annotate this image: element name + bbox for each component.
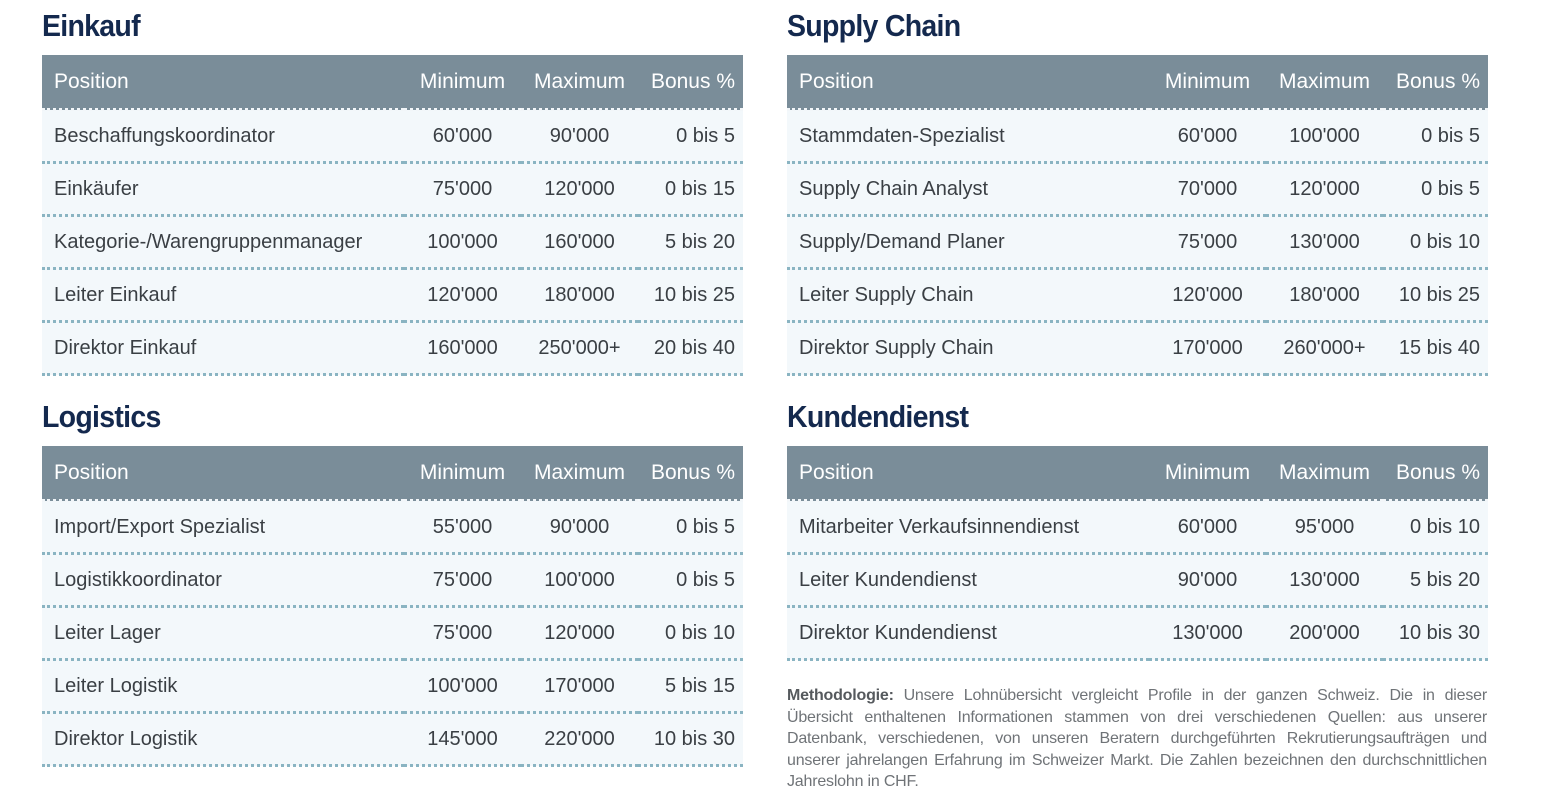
cell-position: Direktor Logistik xyxy=(42,713,404,766)
header-position: Position xyxy=(787,55,1149,110)
cell-maximum: 260'000+ xyxy=(1266,322,1383,375)
cell-minimum: 75'000 xyxy=(404,607,521,660)
table-row xyxy=(787,163,1488,216)
cell-bonus: 0 bis 10 xyxy=(1383,216,1488,269)
header-position: Position xyxy=(42,55,404,110)
cell-minimum: 60'000 xyxy=(1149,110,1266,163)
cell-position: Mitarbeiter Verkaufsinnendienst xyxy=(787,501,1149,554)
header-minimum: Minimum xyxy=(1149,446,1266,501)
cell-position: Direktor Kundendienst xyxy=(787,607,1149,660)
header-maximum: Maximum xyxy=(1266,446,1383,501)
cell-bonus: 0 bis 15 xyxy=(638,163,743,216)
table-row xyxy=(42,216,743,269)
header-bonus: Bonus % xyxy=(638,55,743,110)
cell-minimum: 90'000 xyxy=(1149,554,1266,607)
table-header-row xyxy=(42,55,743,110)
cell-minimum: 75'000 xyxy=(404,554,521,607)
cell-position: Direktor Supply Chain xyxy=(787,322,1149,375)
table-row xyxy=(787,554,1488,607)
cell-bonus: 10 bis 25 xyxy=(1383,269,1488,322)
header-bonus: Bonus % xyxy=(1383,55,1488,110)
salary-table xyxy=(42,446,743,767)
cell-minimum: 145'000 xyxy=(404,713,521,766)
cell-maximum: 250'000+ xyxy=(521,322,638,375)
cell-bonus: 10 bis 30 xyxy=(638,713,743,766)
cell-bonus: 10 bis 30 xyxy=(1383,607,1488,660)
header-minimum: Minimum xyxy=(404,55,521,110)
cell-minimum: 170'000 xyxy=(1149,322,1266,375)
cell-maximum: 90'000 xyxy=(521,110,638,163)
cell-position: Leiter Lager xyxy=(42,607,404,660)
table-row xyxy=(42,660,743,713)
cell-maximum: 100'000 xyxy=(521,554,638,607)
cell-maximum: 170'000 xyxy=(521,660,638,713)
header-bonus: Bonus % xyxy=(1383,446,1488,501)
salary-table xyxy=(787,55,1488,376)
header-position: Position xyxy=(787,446,1149,501)
cell-maximum: 130'000 xyxy=(1266,554,1383,607)
cell-position: Leiter Supply Chain xyxy=(787,269,1149,322)
cell-minimum: 60'000 xyxy=(1149,501,1266,554)
cell-bonus: 15 bis 40 xyxy=(1383,322,1488,375)
cell-bonus: 0 bis 10 xyxy=(638,607,743,660)
logistics-section xyxy=(42,397,743,767)
header-maximum: Maximum xyxy=(521,446,638,501)
table-row xyxy=(787,607,1488,660)
table-row xyxy=(42,501,743,554)
cell-bonus: 10 bis 25 xyxy=(638,269,743,322)
salary-table xyxy=(787,446,1488,661)
cell-maximum: 120'000 xyxy=(521,163,638,216)
cell-position: Supply/Demand Planer xyxy=(787,216,1149,269)
table-row xyxy=(42,322,743,375)
section-title: Kundendienst xyxy=(787,399,969,434)
cell-bonus: 20 bis 40 xyxy=(638,322,743,375)
methodology-text: Unsere Lohnübersicht vergleicht Profile in der ganzen Schweiz. Die in dieser Übersicht enthaltenen Informationen stammen von drei verschiedenen Quellen: aus unserer Datenbank, verschiedenen, von unseren Beratern durchgeführten Rekrutierungsaufträgen und unserer jahrelangen Erfahrung im Schweizer Markt. Die Zahlen bezeichnen den durchschnittlichen Jahreslohn in CHF. xyxy=(787,687,1487,790)
cell-minimum: 75'000 xyxy=(404,163,521,216)
cell-bonus: 5 bis 20 xyxy=(1383,554,1488,607)
header-maximum: Maximum xyxy=(521,55,638,110)
cell-minimum: 160'000 xyxy=(404,322,521,375)
cell-maximum: 120'000 xyxy=(1266,163,1383,216)
cell-position: Stammdaten-Spezialist xyxy=(787,110,1149,163)
table-row xyxy=(787,216,1488,269)
methodology-note xyxy=(787,685,1487,793)
table-header-row xyxy=(787,55,1488,110)
cell-position: Supply Chain Analyst xyxy=(787,163,1149,216)
table-row xyxy=(42,713,743,766)
cell-position: Beschaffungskoordinator xyxy=(42,110,404,163)
cell-position: Leiter Einkauf xyxy=(42,269,404,322)
cell-maximum: 100'000 xyxy=(1266,110,1383,163)
table-row xyxy=(42,554,743,607)
supply-chain-section xyxy=(787,6,1488,376)
cell-minimum: 70'000 xyxy=(1149,163,1266,216)
cell-maximum: 95'000 xyxy=(1266,501,1383,554)
table-row xyxy=(787,501,1488,554)
cell-maximum: 160'000 xyxy=(521,216,638,269)
cell-minimum: 120'000 xyxy=(404,269,521,322)
table-row xyxy=(42,269,743,322)
cell-maximum: 90'000 xyxy=(521,501,638,554)
cell-position: Logistikkoordinator xyxy=(42,554,404,607)
kundendienst-section xyxy=(787,397,1488,661)
cell-bonus: 0 bis 5 xyxy=(1383,110,1488,163)
methodology-label: Methodologie: xyxy=(787,687,894,704)
cell-minimum: 130'000 xyxy=(1149,607,1266,660)
cell-bonus: 0 bis 5 xyxy=(638,501,743,554)
cell-maximum: 130'000 xyxy=(1266,216,1383,269)
cell-position: Leiter Logistik xyxy=(42,660,404,713)
cell-position: Kategorie-/Warengruppenmanager xyxy=(42,216,404,269)
cell-bonus: 0 bis 5 xyxy=(638,554,743,607)
salary-table xyxy=(42,55,743,376)
section-title: Supply Chain xyxy=(787,8,961,43)
cell-maximum: 180'000 xyxy=(1266,269,1383,322)
cell-position: Direktor Einkauf xyxy=(42,322,404,375)
header-minimum: Minimum xyxy=(404,446,521,501)
cell-position: Import/Export Spezialist xyxy=(42,501,404,554)
cell-maximum: 200'000 xyxy=(1266,607,1383,660)
cell-bonus: 0 bis 5 xyxy=(1383,163,1488,216)
cell-minimum: 60'000 xyxy=(404,110,521,163)
table-header-row xyxy=(787,446,1488,501)
cell-maximum: 180'000 xyxy=(521,269,638,322)
table-row xyxy=(787,110,1488,163)
cell-bonus: 0 bis 5 xyxy=(638,110,743,163)
header-minimum: Minimum xyxy=(1149,55,1266,110)
header-bonus: Bonus % xyxy=(638,446,743,501)
header-maximum: Maximum xyxy=(1266,55,1383,110)
cell-minimum: 120'000 xyxy=(1149,269,1266,322)
section-title: Logistics xyxy=(42,399,161,434)
cell-minimum: 55'000 xyxy=(404,501,521,554)
table-row xyxy=(42,163,743,216)
table-row xyxy=(787,322,1488,375)
cell-position: Leiter Kundendienst xyxy=(787,554,1149,607)
cell-bonus: 5 bis 15 xyxy=(638,660,743,713)
header-position: Position xyxy=(42,446,404,501)
cell-minimum: 100'000 xyxy=(404,216,521,269)
cell-minimum: 75'000 xyxy=(1149,216,1266,269)
cell-minimum: 100'000 xyxy=(404,660,521,713)
cell-maximum: 120'000 xyxy=(521,607,638,660)
cell-bonus: 0 bis 10 xyxy=(1383,501,1488,554)
table-header-row xyxy=(42,446,743,501)
cell-bonus: 5 bis 20 xyxy=(638,216,743,269)
einkauf-section xyxy=(42,6,743,376)
table-row xyxy=(42,607,743,660)
cell-maximum: 220'000 xyxy=(521,713,638,766)
cell-position: Einkäufer xyxy=(42,163,404,216)
table-row xyxy=(42,110,743,163)
section-title: Einkauf xyxy=(42,8,140,43)
table-row xyxy=(787,269,1488,322)
